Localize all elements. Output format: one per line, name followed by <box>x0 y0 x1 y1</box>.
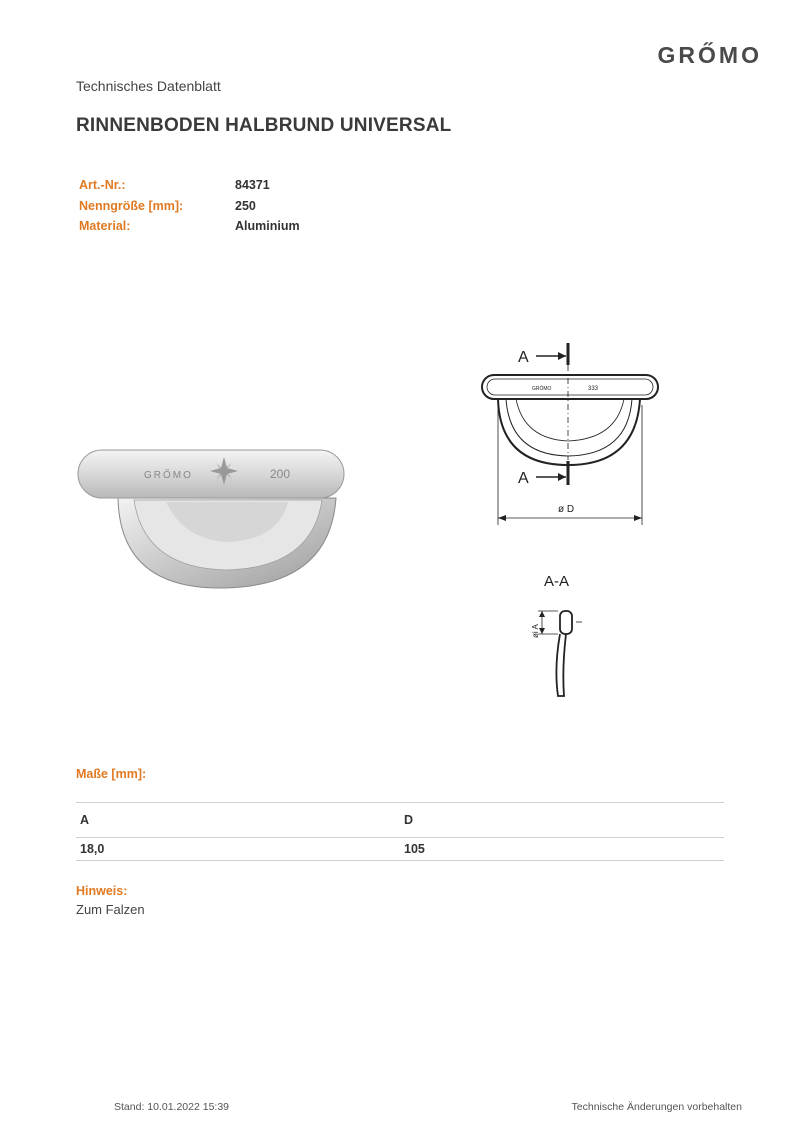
dimensions-table <box>76 802 724 861</box>
section-label-top: A <box>518 349 529 366</box>
section-label-bottom: A <box>518 470 529 487</box>
column-header-d: D <box>400 803 724 838</box>
note-label: Hinweis: <box>76 884 128 898</box>
info-label: Material: <box>79 219 131 234</box>
info-label: Nenngröße [mm]: <box>79 198 184 213</box>
info-value: 250 <box>235 198 256 213</box>
product-title: RINNENBODEN HALBRUND UNIVERSAL <box>76 115 452 136</box>
footer-disclaimer: Technische Änderungen vorbehalten <box>571 1101 742 1113</box>
drawing-stamp-size: 333 <box>588 386 599 392</box>
column-header-a: A <box>76 803 400 838</box>
photo-stamp-size: 200 <box>270 467 291 481</box>
diameter-label: ø D <box>558 504 575 515</box>
product-photo <box>74 440 350 596</box>
info-row-material <box>79 216 300 237</box>
height-label: øi A <box>531 624 540 638</box>
value-d: 105 <box>400 838 724 861</box>
info-row-article <box>79 175 300 196</box>
table-header-row <box>76 803 724 838</box>
value-a: 18,0 <box>76 838 400 861</box>
photo-stamp-brand: GRŐMO <box>144 470 193 481</box>
info-label: Art.-Nr.: <box>79 178 126 193</box>
document-type: Technisches Datenblatt <box>76 78 221 94</box>
technical-drawing-top-view <box>470 335 670 535</box>
note-text: Zum Falzen <box>76 902 145 917</box>
info-value: 84371 <box>235 178 270 193</box>
table-row <box>76 838 724 861</box>
info-value: Aluminium <box>235 219 300 234</box>
footer-date: Stand: 10.01.2022 15:39 <box>114 1101 230 1113</box>
dimensions-heading: Maße [mm]: <box>76 767 147 781</box>
brand-logo: GRŐMO <box>657 42 762 68</box>
product-info <box>79 175 300 237</box>
technical-drawing-section <box>520 568 600 703</box>
info-row-size <box>79 196 300 217</box>
section-title: A-A <box>544 573 570 590</box>
drawing-stamp-brand: GRŐMO <box>532 386 552 392</box>
